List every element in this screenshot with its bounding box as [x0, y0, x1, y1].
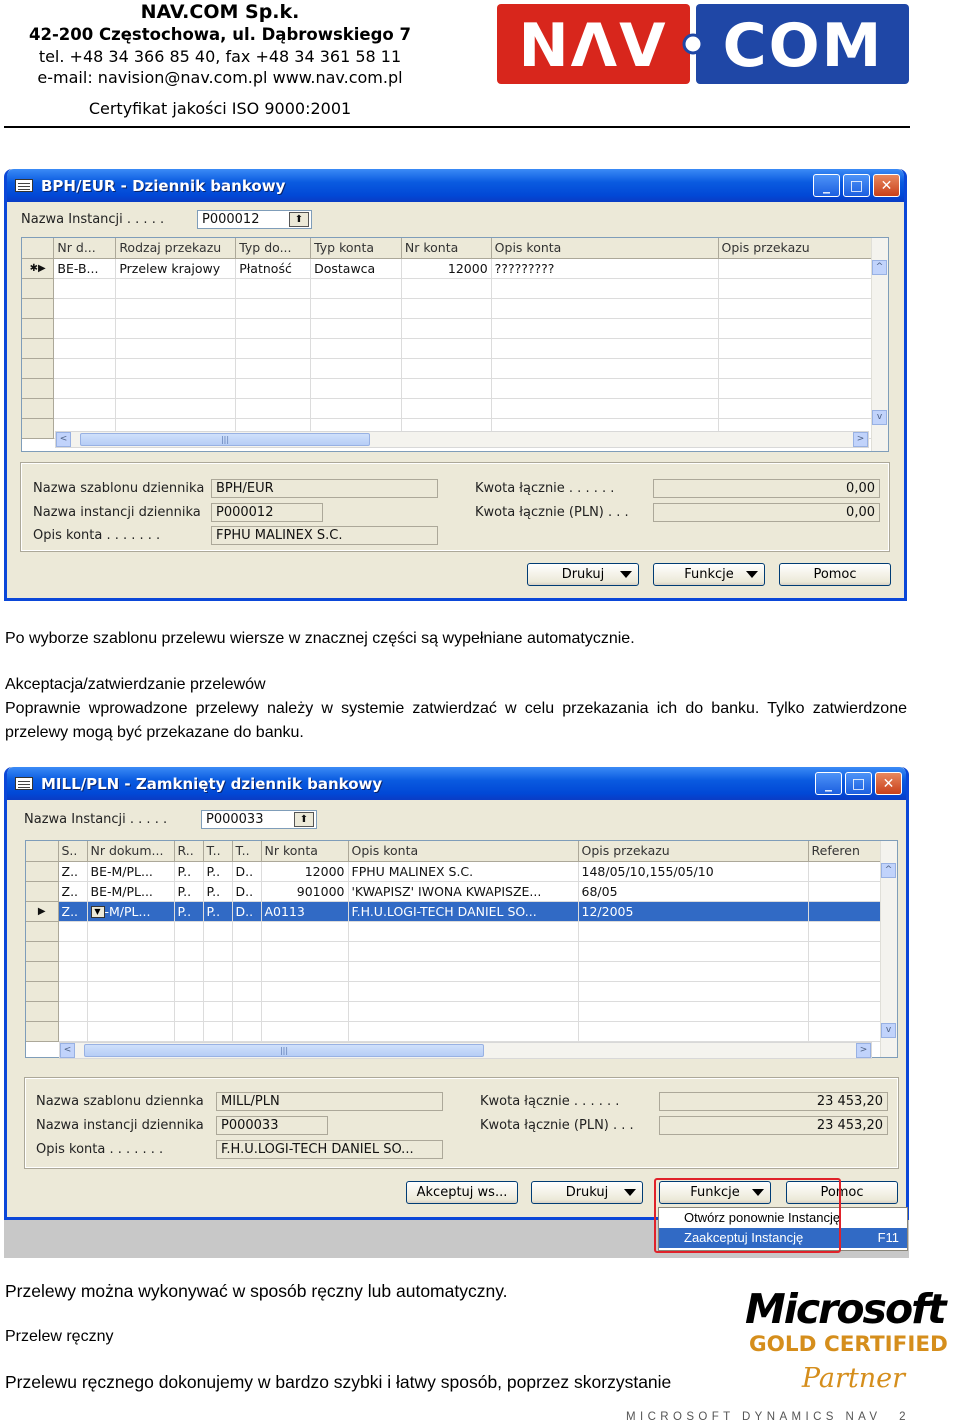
vertical-scrollbar[interactable]	[871, 238, 888, 451]
account-desc-label: Opis konta . . . . . . .	[33, 528, 161, 543]
total-field: 0,00	[653, 479, 880, 498]
lookup-icon[interactable]: ⬆	[294, 812, 314, 827]
maximize-button[interactable]: □	[845, 772, 872, 795]
total-label: Kwota łącznie . . . . . .	[475, 481, 615, 496]
table-cell[interactable]: 12/2005	[578, 901, 808, 921]
table-row[interactable]	[22, 278, 888, 298]
col-header[interactable]: Rodzaj przekazu	[116, 238, 236, 258]
partner-label: Partner	[801, 1363, 905, 1394]
table-row[interactable]	[22, 378, 888, 398]
col-header[interactable]: Opis konta	[348, 841, 578, 861]
subsection-title: Przelew ręczny	[5, 1328, 114, 1345]
window-icon	[15, 777, 33, 790]
row-marker: ✱▶	[22, 258, 54, 278]
col-header[interactable]: T..	[232, 841, 261, 861]
table-cell[interactable]: ▼ -M/PL...	[87, 901, 174, 921]
col-header[interactable]: Opis przekazu	[718, 238, 888, 258]
company-address: 42-200 Częstochowa, ul. Dąbrowskiego 7	[29, 25, 411, 44]
account-desc-label: Opis konta . . . . . . .	[36, 1142, 164, 1157]
vertical-scrollbar[interactable]	[880, 841, 897, 1057]
template-field: BPH/EUR	[211, 479, 438, 498]
instance-label: Nazwa Instancji . . . . .	[21, 212, 165, 227]
svg-text:NΛV: NΛV	[518, 11, 668, 81]
col-header[interactable]: Nr konta	[401, 238, 491, 258]
table-cell[interactable]: F.H.U.LOGI-TECH DANIEL SO...	[348, 901, 578, 921]
header-divider	[4, 126, 910, 128]
help-button[interactable]: Pomoc	[786, 1181, 898, 1204]
table-cell[interactable]: Z..	[58, 881, 87, 901]
table-row[interactable]	[22, 258, 888, 278]
close-button[interactable]: ✕	[873, 174, 900, 197]
total-field: 23 453,20	[659, 1092, 888, 1111]
scroll-up-arrow[interactable]: ^	[881, 863, 896, 878]
window-title: BPH/EUR - Dziennik bankowy	[41, 176, 286, 195]
total-pln-field: 23 453,20	[659, 1116, 888, 1135]
table-row[interactable]	[26, 921, 882, 941]
col-header[interactable]: T..	[203, 841, 232, 861]
table-cell[interactable]: Z..	[58, 901, 87, 921]
dropdown-arrow-icon	[624, 1189, 636, 1196]
lookup-icon[interactable]: ⬆	[289, 212, 309, 227]
table-cell[interactable]: Przelew krajowy	[116, 258, 236, 278]
instance-label: Nazwa Instancji . . . . .	[24, 812, 168, 827]
table-cell[interactable]: Płatność	[236, 258, 311, 278]
accept-all-button[interactable]: Akceptuj ws...	[406, 1181, 518, 1204]
text-manual-or-auto: Przelewy można wykonywać w sposób ręczny lub automatyczny.	[5, 1281, 508, 1301]
company-email-web: e-mail: navision@nav.com.pl www.nav.com.pl	[37, 68, 403, 87]
batch-field: P000033	[216, 1116, 328, 1135]
col-header[interactable]: Referen	[808, 841, 882, 861]
col-header[interactable]: Nr konta	[261, 841, 348, 861]
microsoft-wordmark: Microsoft	[745, 1285, 945, 1333]
horizontal-scrollbar[interactable]	[55, 431, 869, 448]
window-icon	[15, 179, 33, 192]
col-header[interactable]: Typ konta	[311, 238, 402, 258]
company-phone: tel. +48 34 366 85 40, fax +48 34 361 58 11	[38, 47, 402, 66]
template-label: Nazwa szablonu dziennka	[36, 1094, 204, 1109]
menu-item-reopen-instance[interactable]: Otwórz ponownie Instancję	[684, 1210, 841, 1225]
table-cell[interactable]: 'KWAPISZ' IWONA KWAPISZE...	[348, 881, 578, 901]
table-cell[interactable]: 68/05	[578, 881, 808, 901]
text-manual-transfer: Przelewu ręcznego dokonujemy w bardzo szybki i łatwy sposób, poprzez skorzystanie	[5, 1372, 672, 1392]
functions-button[interactable]: Funkcje	[653, 563, 765, 586]
print-button[interactable]: Drukuj	[527, 563, 639, 586]
total-label: Kwota łącznie . . . . . .	[480, 1094, 620, 1109]
template-label: Nazwa szablonu dziennika	[33, 481, 205, 496]
company-name: NAV.COM Sp.k.	[140, 1, 300, 23]
svg-text:COM: COM	[722, 11, 884, 81]
table-cell[interactable]: P..	[203, 901, 232, 921]
text-approval: Poprawnie wprowadzone przelewy należy w systemie zatwierdzać w celu przekazania ich do banku. Tylko zatwierdzone przelewy mogą być przekazane do banku.	[5, 700, 907, 741]
journal-window-mill	[4, 767, 909, 1220]
table-cell[interactable]: ?????????	[491, 258, 718, 278]
help-button[interactable]: Pomoc	[779, 563, 891, 586]
table-cell[interactable]	[808, 881, 882, 901]
shortcut-key: F11	[877, 1230, 899, 1245]
current-row-arrow-icon: ▶	[26, 901, 58, 921]
batch-field: P000012	[211, 503, 323, 522]
scroll-left-arrow[interactable]: <	[60, 1043, 75, 1058]
total-pln-field: 0,00	[653, 503, 880, 522]
menu-item-accept-instance[interactable]: Zaakceptuj Instancję F11	[659, 1228, 907, 1248]
table-row[interactable]	[26, 1001, 882, 1021]
table-cell[interactable]: P..	[203, 861, 232, 881]
table-row[interactable]	[26, 881, 882, 901]
maximize-button[interactable]: □	[843, 174, 870, 197]
minimize-button[interactable]: _	[813, 174, 840, 197]
table-row[interactable]	[26, 981, 882, 1001]
table-cell[interactable]: BE-M/PL...	[87, 861, 174, 881]
page-number: 2	[899, 1411, 910, 1423]
scroll-down-arrow[interactable]: v	[872, 410, 887, 425]
table-cell[interactable]	[808, 901, 882, 921]
dropdown-arrow-icon	[620, 571, 632, 578]
table-cell[interactable]: P..	[174, 861, 203, 881]
table-cell[interactable]: BE-M/PL...	[87, 881, 174, 901]
journal-window-bph	[4, 169, 907, 601]
table-row[interactable]	[26, 1021, 882, 1041]
footer-brand: MICROSOFT DYNAMICS NAV	[626, 1411, 882, 1423]
table-cell[interactable]	[808, 861, 882, 881]
table-cell[interactable]: Z..	[58, 861, 87, 881]
table-cell[interactable]: D..	[232, 861, 261, 881]
table-cell[interactable]: 901000	[261, 881, 348, 901]
col-header[interactable]: S..	[58, 841, 87, 861]
table-cell[interactable]: P..	[174, 881, 203, 901]
table-row[interactable]	[26, 941, 882, 961]
company-info	[0, 0, 440, 119]
dropdown-arrow-icon[interactable]: ▼	[91, 906, 105, 918]
scroll-up-arrow[interactable]: ^	[872, 260, 887, 275]
window-title: MILL/PLN - Zamknięty dziennik bankowy	[41, 774, 383, 793]
table-row[interactable]	[26, 861, 882, 881]
table-cell[interactable]: BE-B...	[54, 258, 116, 278]
microsoft-gold-partner-badge	[745, 1286, 957, 1396]
table-cell[interactable]: 12000	[401, 258, 491, 278]
col-header[interactable]: Typ do...	[236, 238, 311, 258]
template-field: MILL/PLN	[216, 1092, 443, 1111]
window-title-bar	[7, 767, 906, 800]
dropdown-arrow-icon	[746, 571, 758, 578]
table-cell[interactable]	[718, 258, 888, 278]
text-autofill: Po wyborze szablonu przelewu wiersze w znacznej części są wypełniane automatycznie.	[5, 630, 635, 647]
col-header[interactable]: Nr d...	[54, 238, 116, 258]
table-row[interactable]	[22, 338, 888, 358]
table-cell[interactable]: D..	[232, 901, 261, 921]
table-cell[interactable]: P..	[203, 881, 232, 901]
col-header[interactable]: Nr dokum...	[87, 841, 174, 861]
navcom-logo	[497, 4, 909, 84]
total-pln-label: Kwota łącznie (PLN) . . .	[480, 1118, 634, 1133]
page-footer	[626, 1411, 910, 1423]
window-title-bar	[7, 169, 904, 202]
scroll-right-arrow[interactable]: >	[856, 1043, 871, 1058]
table-row-selected[interactable]	[26, 901, 882, 921]
journal-lines-grid[interactable]	[25, 840, 898, 1058]
table-cell[interactable]: 12000	[261, 861, 348, 881]
table-cell[interactable]: P..	[174, 901, 203, 921]
table-row[interactable]	[22, 358, 888, 378]
table-cell[interactable]: D..	[232, 881, 261, 901]
col-header[interactable]: Opis konta	[491, 238, 718, 258]
scroll-down-arrow[interactable]: v	[881, 1023, 896, 1038]
col-header[interactable]: R..	[174, 841, 203, 861]
account-desc-field: F.H.U.LOGI-TECH DANIEL SO...	[216, 1140, 443, 1159]
minimize-button[interactable]: _	[815, 772, 842, 795]
functions-button[interactable]: Funkcje	[659, 1181, 771, 1204]
total-pln-label: Kwota łącznie (PLN) . . .	[475, 505, 629, 520]
scroll-thumb[interactable]: |||	[80, 433, 370, 446]
print-button[interactable]: Drukuj	[531, 1181, 643, 1204]
scroll-thumb[interactable]: |||	[84, 1044, 484, 1057]
highlight-annotation	[654, 1178, 841, 1253]
account-desc-field: FPHU MALINEX S.C.	[211, 526, 438, 545]
col-header[interactable]: Opis przekazu	[578, 841, 808, 861]
table-row[interactable]	[22, 298, 888, 318]
table-cell[interactable]: 148/05/10,155/05/10	[578, 861, 808, 881]
table-row[interactable]	[26, 961, 882, 981]
scroll-left-arrow[interactable]: <	[56, 432, 71, 447]
table-cell[interactable]: A0113	[261, 901, 348, 921]
close-button[interactable]: ✕	[875, 772, 902, 795]
journal-lines-grid[interactable]	[21, 237, 889, 452]
table-cell[interactable]: FPHU MALINEX S.C.	[348, 861, 578, 881]
table-row[interactable]	[22, 318, 888, 338]
table-row[interactable]	[22, 398, 888, 418]
section-title: Akceptacja/zatwierdzanie przelewów	[5, 676, 266, 693]
horizontal-scrollbar[interactable]	[59, 1042, 872, 1059]
table-cell[interactable]: Dostawca	[311, 258, 402, 278]
instance-field[interactable]: P000033 ⬆	[201, 810, 317, 829]
batch-label: Nazwa instancji dziennika	[33, 505, 201, 520]
gold-certified-label: GOLD CERTIFIED	[749, 1332, 948, 1357]
instance-field[interactable]: P000012 ⬆	[197, 210, 312, 229]
batch-label: Nazwa instancji dziennika	[36, 1118, 204, 1133]
scroll-right-arrow[interactable]: >	[853, 432, 868, 447]
iso-certificate: Certyfikat jakości ISO 9000:2001	[88, 99, 352, 118]
